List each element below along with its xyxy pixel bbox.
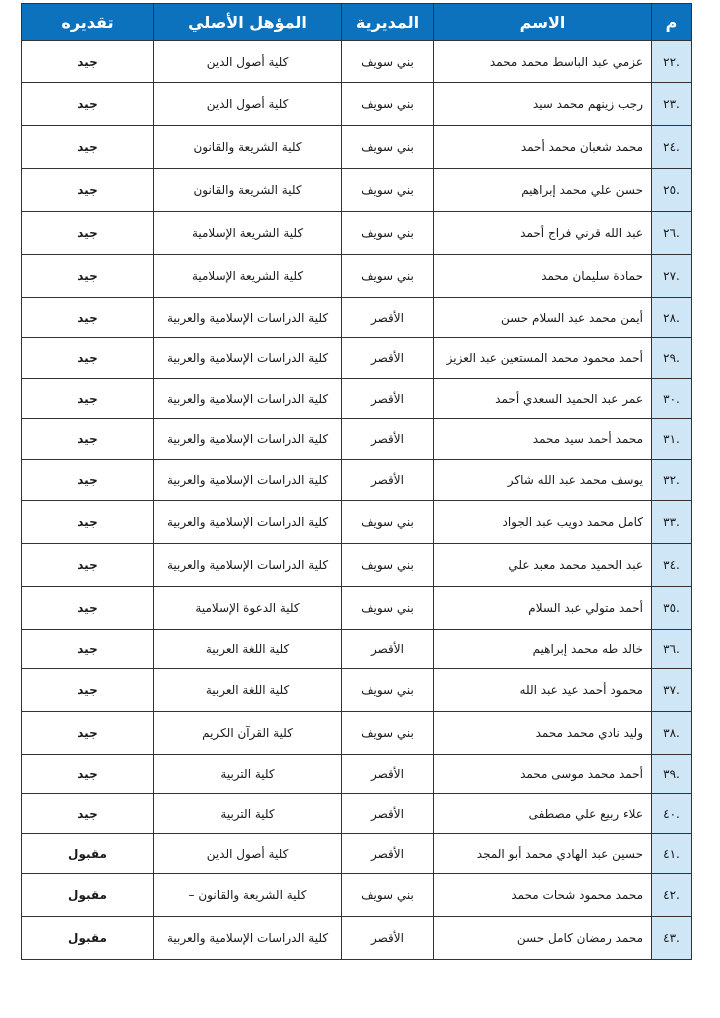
table-row xyxy=(22,917,692,960)
qualification-cell: كلية الشريعة والقانون xyxy=(154,169,342,212)
person-name-cell: حسن علي محمد إبراهيم xyxy=(434,169,652,212)
table-row xyxy=(22,298,692,338)
table-row xyxy=(22,669,692,712)
table-row xyxy=(22,460,692,501)
table-row xyxy=(22,41,692,83)
table-row xyxy=(22,212,692,255)
person-name-cell: محمد أحمد سيد محمد xyxy=(434,419,652,460)
directorate-cell: الأقصر xyxy=(342,419,434,460)
row-number-cell: .٤٢ xyxy=(652,874,692,917)
row-number-cell: .٢٩ xyxy=(652,338,692,379)
table-row xyxy=(22,834,692,874)
table-row xyxy=(22,255,692,298)
row-number-cell: .٢٧ xyxy=(652,255,692,298)
grade-cell: جيد xyxy=(22,419,154,460)
directorate-cell: الأقصر xyxy=(342,794,434,834)
table-row xyxy=(22,755,692,794)
grade-cell: جيد xyxy=(22,255,154,298)
row-number-cell: .٤٣ xyxy=(652,917,692,960)
grade-cell: جيد xyxy=(22,587,154,630)
header-grade: تقديره xyxy=(22,4,154,41)
table-header-row xyxy=(22,4,692,41)
qualification-cell: كلية الدراسات الإسلامية والعربية xyxy=(154,419,342,460)
person-name-cell: محمد محمود شحات محمد xyxy=(434,874,652,917)
table-row xyxy=(22,83,692,126)
person-name-cell: يوسف محمد عبد الله شاكر xyxy=(434,460,652,501)
table-row xyxy=(22,379,692,419)
person-name-cell: محمد رمضان كامل حسن xyxy=(434,917,652,960)
grade-cell: جيد xyxy=(22,794,154,834)
qualification-cell: كلية الدراسات الإسلامية والعربية xyxy=(154,501,342,544)
row-number-cell: .٣٥ xyxy=(652,587,692,630)
person-name-cell: محمود أحمد عيد عبد الله xyxy=(434,669,652,712)
header-qualification: المؤهل الأصلي xyxy=(154,4,342,41)
qualification-cell: كلية أصول الدين xyxy=(154,41,342,83)
grade-cell: مقبول xyxy=(22,834,154,874)
directorate-cell: بني سويف xyxy=(342,41,434,83)
grade-cell: جيد xyxy=(22,630,154,669)
person-name-cell: أحمد محمد موسى محمد xyxy=(434,755,652,794)
directorate-cell: الأقصر xyxy=(342,834,434,874)
row-number-cell: .٣٦ xyxy=(652,630,692,669)
person-name-cell: خالد طه محمد إبراهيم xyxy=(434,630,652,669)
person-name-cell: أحمد محمود محمد المستعين عبد العزيز xyxy=(434,338,652,379)
row-number-cell: .٣٨ xyxy=(652,712,692,755)
table-row xyxy=(22,587,692,630)
person-name-cell: عبد الحميد محمد معبد علي xyxy=(434,544,652,587)
table-body xyxy=(22,41,692,960)
grade-cell: جيد xyxy=(22,126,154,169)
grade-cell: جيد xyxy=(22,212,154,255)
directorate-cell: الأقصر xyxy=(342,755,434,794)
grade-cell: جيد xyxy=(22,460,154,501)
directorate-cell: الأقصر xyxy=(342,460,434,501)
qualification-cell: كلية الشريعة والقانون – xyxy=(154,874,342,917)
row-number-cell: .٣٤ xyxy=(652,544,692,587)
directorate-cell: الأقصر xyxy=(342,379,434,419)
qualification-cell: كلية الدعوة الإسلامية xyxy=(154,587,342,630)
row-number-cell: .٣١ xyxy=(652,419,692,460)
person-name-cell: وليد نادي محمد محمد xyxy=(434,712,652,755)
qualification-cell: كلية الدراسات الإسلامية والعربية xyxy=(154,338,342,379)
grade-cell: جيد xyxy=(22,755,154,794)
grade-cell: جيد xyxy=(22,298,154,338)
row-number-cell: .٤١ xyxy=(652,834,692,874)
qualification-cell: كلية الدراسات الإسلامية والعربية xyxy=(154,460,342,501)
grade-cell: جيد xyxy=(22,544,154,587)
qualification-cell: كلية أصول الدين xyxy=(154,83,342,126)
person-name-cell: حمادة سليمان محمد xyxy=(434,255,652,298)
directorate-cell: بني سويف xyxy=(342,874,434,917)
table-row xyxy=(22,874,692,917)
directorate-cell: بني سويف xyxy=(342,126,434,169)
directorate-cell: بني سويف xyxy=(342,169,434,212)
row-number-cell: .٢٥ xyxy=(652,169,692,212)
table-row xyxy=(22,126,692,169)
row-number-cell: .٣٧ xyxy=(652,669,692,712)
person-name-cell: كامل محمد دويب عبد الجواد xyxy=(434,501,652,544)
row-number-cell: .٢٢ xyxy=(652,41,692,83)
qualification-cell: كلية التربية xyxy=(154,794,342,834)
directorate-cell: بني سويف xyxy=(342,669,434,712)
row-number-cell: .٢٤ xyxy=(652,126,692,169)
directorate-cell: الأقصر xyxy=(342,338,434,379)
table-row xyxy=(22,338,692,379)
header-name: الاسم xyxy=(434,4,652,41)
grade-cell: جيد xyxy=(22,379,154,419)
person-name-cell: أحمد متولي عبد السلام xyxy=(434,587,652,630)
grade-cell: جيد xyxy=(22,712,154,755)
directorate-cell: الأقصر xyxy=(342,298,434,338)
qualification-cell: كلية اللغة العربية xyxy=(154,669,342,712)
qualification-cell: كلية الشريعة الإسلامية xyxy=(154,212,342,255)
row-number-cell: .٣٩ xyxy=(652,755,692,794)
row-number-cell: .٤٠ xyxy=(652,794,692,834)
table-row xyxy=(22,419,692,460)
qualification-cell: كلية التربية xyxy=(154,755,342,794)
directorate-cell: الأقصر xyxy=(342,917,434,960)
qualification-cell: كلية اللغة العربية xyxy=(154,630,342,669)
row-number-cell: .٣٣ xyxy=(652,501,692,544)
person-name-cell: رجب زينهم محمد سيد xyxy=(434,83,652,126)
directorate-cell: بني سويف xyxy=(342,255,434,298)
row-number-cell: .٣٠ xyxy=(652,379,692,419)
person-name-cell: عزمي عبد الباسط محمد محمد xyxy=(434,41,652,83)
directorate-cell: بني سويف xyxy=(342,587,434,630)
grade-cell: جيد xyxy=(22,169,154,212)
person-name-cell: محمد شعبان محمد أحمد xyxy=(434,126,652,169)
person-name-cell: علاء ربيع علي مصطفى xyxy=(434,794,652,834)
qualification-cell: كلية القرآن الكريم xyxy=(154,712,342,755)
table-row xyxy=(22,712,692,755)
directorate-cell: بني سويف xyxy=(342,212,434,255)
grade-cell: جيد xyxy=(22,669,154,712)
qualification-cell: كلية الشريعة والقانون xyxy=(154,126,342,169)
grade-cell: جيد xyxy=(22,41,154,83)
table-row xyxy=(22,169,692,212)
grade-cell: جيد xyxy=(22,338,154,379)
qualification-cell: كلية الدراسات الإسلامية والعربية xyxy=(154,298,342,338)
table-row xyxy=(22,501,692,544)
grade-cell: مقبول xyxy=(22,917,154,960)
grade-cell: جيد xyxy=(22,501,154,544)
directorate-cell: الأقصر xyxy=(342,630,434,669)
header-directorate: المديرية xyxy=(342,4,434,41)
person-name-cell: حسين عبد الهادي محمد أبو المجد xyxy=(434,834,652,874)
person-name-cell: أيمن محمد عبد السلام حسن xyxy=(434,298,652,338)
qualification-cell: كلية الدراسات الإسلامية والعربية xyxy=(154,917,342,960)
person-name-cell: عمر عبد الحميد السعدي أحمد xyxy=(434,379,652,419)
qualification-cell: كلية أصول الدين xyxy=(154,834,342,874)
table-row xyxy=(22,794,692,834)
directorate-cell: بني سويف xyxy=(342,544,434,587)
grade-cell: مقبول xyxy=(22,874,154,917)
qualification-cell: كلية الدراسات الإسلامية والعربية xyxy=(154,544,342,587)
person-name-cell: عبد الله قرني فراج أحمد xyxy=(434,212,652,255)
table-row xyxy=(22,544,692,587)
row-number-cell: .٢٦ xyxy=(652,212,692,255)
grades-table xyxy=(21,3,692,960)
grade-cell: جيد xyxy=(22,83,154,126)
row-number-cell: .٣٢ xyxy=(652,460,692,501)
row-number-cell: .٢٣ xyxy=(652,83,692,126)
directorate-cell: بني سويف xyxy=(342,83,434,126)
qualification-cell: كلية الشريعة الإسلامية xyxy=(154,255,342,298)
directorate-cell: بني سويف xyxy=(342,501,434,544)
header-num: م xyxy=(652,4,692,41)
qualification-cell: كلية الدراسات الإسلامية والعربية xyxy=(154,379,342,419)
directorate-cell: بني سويف xyxy=(342,712,434,755)
row-number-cell: .٢٨ xyxy=(652,298,692,338)
table-row xyxy=(22,630,692,669)
